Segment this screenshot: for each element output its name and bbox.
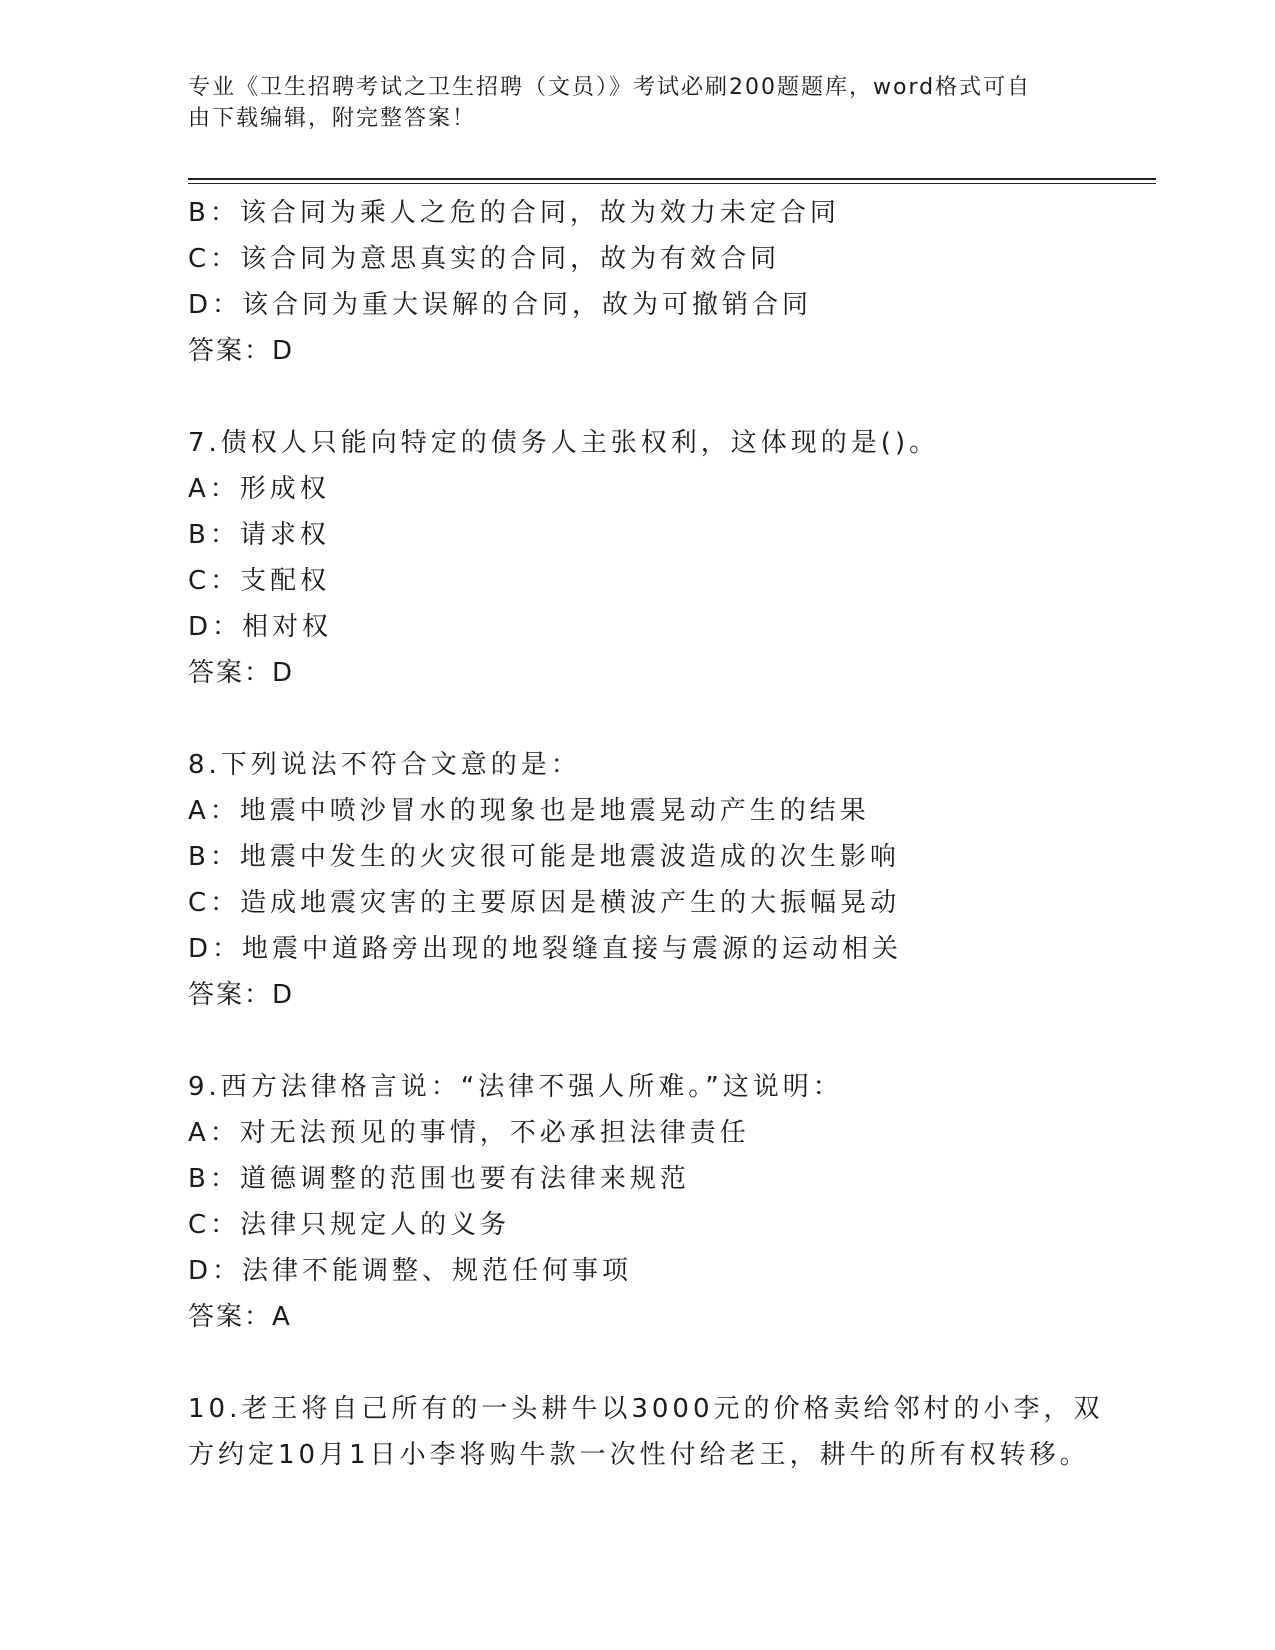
spacer — [188, 1340, 1088, 1386]
option-d: D：地震中道路旁出现的地裂缝直接与震源的运动相关 — [188, 934, 903, 964]
question-9 — [188, 1064, 1088, 1340]
header-line-2: 由下载编辑，附完整答案！ — [188, 106, 477, 131]
document-header — [188, 72, 1068, 134]
header-divider-thick — [188, 178, 1156, 180]
question-list — [188, 190, 1104, 1478]
option-b: B：请求权 — [188, 520, 330, 550]
question-text-line-1: 10.老王将自己所有的一头耕牛以3000元的价格卖给邻村的小李，双 — [188, 1394, 1104, 1424]
spacer — [188, 696, 1088, 742]
answer: 答案：A — [188, 1302, 292, 1332]
option-d: D：相对权 — [188, 612, 333, 642]
option-b: B：地震中发生的火灾很可能是地震波造成的次生影响 — [188, 842, 900, 872]
option-a: A：对无法预见的事情，不必承担法律责任 — [188, 1118, 750, 1148]
option-c: C：该合同为意思真实的合同，故为有效合同 — [188, 244, 781, 274]
question-7 — [188, 420, 1088, 696]
question-text: 9.西方法律格言说：“法律不强人所难。”这说明： — [188, 1072, 843, 1102]
answer: 答案：D — [188, 658, 295, 688]
option-c: C：法律只规定人的义务 — [188, 1210, 511, 1240]
option-b: B：道德调整的范围也要有法律来规范 — [188, 1164, 690, 1194]
option-c: C：支配权 — [188, 566, 331, 596]
question-text: 7.债权人只能向特定的债务人主张权利，这体现的是()。 — [188, 428, 940, 458]
question-6-tail — [188, 190, 1088, 374]
question-8 — [188, 742, 1088, 1018]
question-text: 8.下列说法不符合文意的是： — [188, 750, 581, 780]
question-text-line-2: 方约定10月1日小李将购牛款一次性付给老王，耕牛的所有权转移。 — [188, 1440, 1090, 1470]
answer: 答案：D — [188, 980, 295, 1010]
option-d: D：法律不能调整、规范任何事项 — [188, 1256, 633, 1286]
option-d: D：该合同为重大误解的合同，故为可撤销合同 — [188, 290, 813, 320]
header-divider-thin — [188, 183, 1156, 184]
spacer — [188, 374, 1088, 420]
spacer — [188, 1018, 1088, 1064]
header-line-1: 专业《卫生招聘考试之卫生招聘（文员）》考试必刷200题题库，word格式可自 — [188, 75, 1032, 100]
answer: 答案：D — [188, 336, 295, 366]
option-c: C：造成地震灾害的主要原因是横波产生的大振幅晃动 — [188, 888, 901, 918]
option-b: B：该合同为乘人之危的合同，故为效力未定合同 — [188, 198, 840, 228]
option-a: A：形成权 — [188, 474, 330, 504]
option-a: A：地震中喷沙冒水的现象也是地震晃动产生的结果 — [188, 796, 870, 826]
question-10 — [188, 1386, 1104, 1478]
